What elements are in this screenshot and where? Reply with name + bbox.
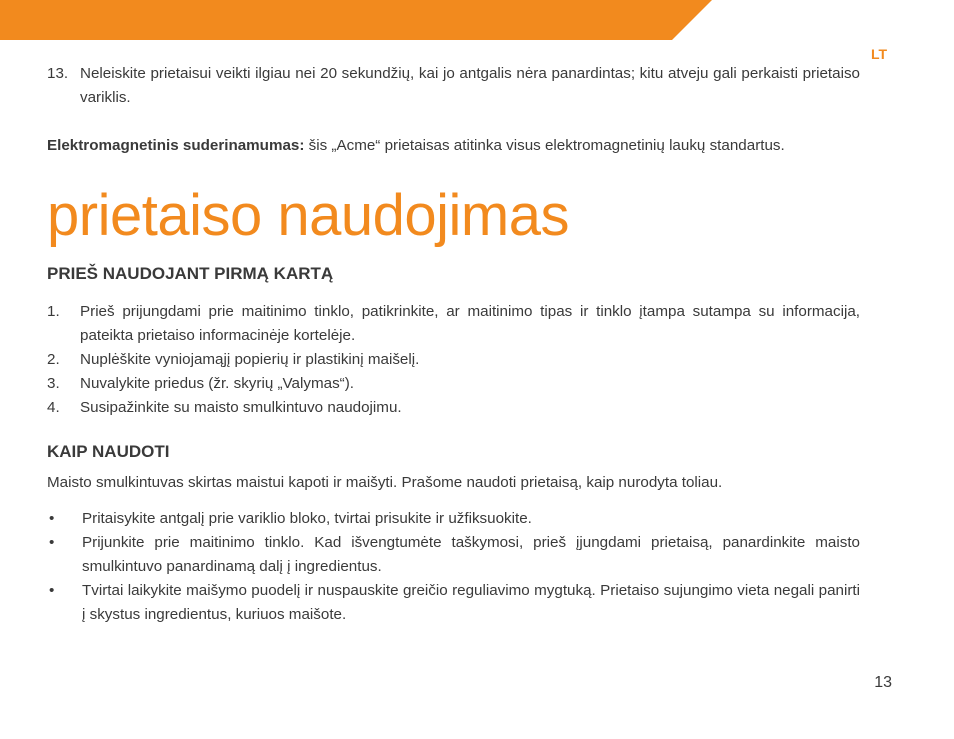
bullet-item <box>47 531 860 579</box>
bullet-item <box>47 579 860 627</box>
list-number: 2. <box>47 351 60 368</box>
section-heading-first-use: PRIEŠ NAUDOJANT PIRMĄ KARTĄ <box>47 264 334 283</box>
bullet-symbol: • <box>49 534 55 551</box>
list-item <box>47 396 860 420</box>
page-number: 13 <box>874 674 892 691</box>
list-text: Nuvalykite priedus (žr. skyrių „Valymas“). <box>80 375 354 392</box>
header-bar <box>0 0 954 40</box>
first-use-list <box>47 300 860 420</box>
list-item <box>47 372 860 396</box>
list-number: 13. <box>47 65 69 82</box>
language-code: LT <box>871 46 888 62</box>
list-number: 3. <box>47 375 60 392</box>
list-text: Susipažinkite su maisto smulkintuvo naudojimu. <box>80 399 402 416</box>
list-text: Neleiskite prietaisui veikti ilgiau nei 20 sekundžių, kai jo antgalis nėra panardintas; kitu atveju gali perkaisti prietaiso variklis. <box>80 65 860 106</box>
how-to-use-intro: Maisto smulkintuvas skirtas maistui kapoti ir maišyti. Prašome naudoti prietaisą, kaip nurodyta toliau. <box>47 474 723 491</box>
list-text: Prieš prijungdami prie maitinimo tinklo, patikrinkite, ar maitinimo tipas ir tinklo įtampa sutampa su informacija, pateikta prietaiso informacinėje kortelėje. <box>80 303 860 344</box>
bullet-text: Pritaisykite antgalį prie variklio bloko, tvirtai prisukite ir užfiksuokite. <box>82 510 532 527</box>
list-item <box>47 348 860 372</box>
section-heading-how-to-use: KAIP NAUDOTI <box>47 442 170 461</box>
list-item-13 <box>47 62 860 110</box>
emc-paragraph <box>47 134 860 158</box>
emc-text: šis „Acme“ prietaisas atitinka visus elektromagnetinių laukų standartus. <box>304 137 785 154</box>
list-text: Nuplėškite vyniojamąjį popierių ir plastikinį maišelį. <box>80 351 420 368</box>
how-to-use-list <box>47 507 860 627</box>
list-number: 1. <box>47 303 60 320</box>
bullet-symbol: • <box>49 582 55 599</box>
emc-label: Elektromagnetinis suderinamumas: <box>47 137 305 154</box>
bullet-text: Tvirtai laikykite maišymo puodelį ir nuspauskite greičio reguliavimo mygtuką. Prietaiso sujungimo vieta negali panirti į skystus ingredientus, kuriuos maišote. <box>82 582 860 623</box>
list-item <box>47 300 860 348</box>
bullet-item <box>47 507 860 531</box>
page-title: prietaiso naudojimas <box>47 183 569 248</box>
page-content <box>47 62 860 627</box>
bullet-symbol: • <box>49 510 55 527</box>
bullet-text: Prijunkite prie maitinimo tinklo. Kad išvengtumėte taškymosi, prieš įjungdami prietaisą, panardinkite maisto smulkintuvo panardinamą dalį į ingredientus. <box>82 534 860 575</box>
list-number: 4. <box>47 399 60 416</box>
